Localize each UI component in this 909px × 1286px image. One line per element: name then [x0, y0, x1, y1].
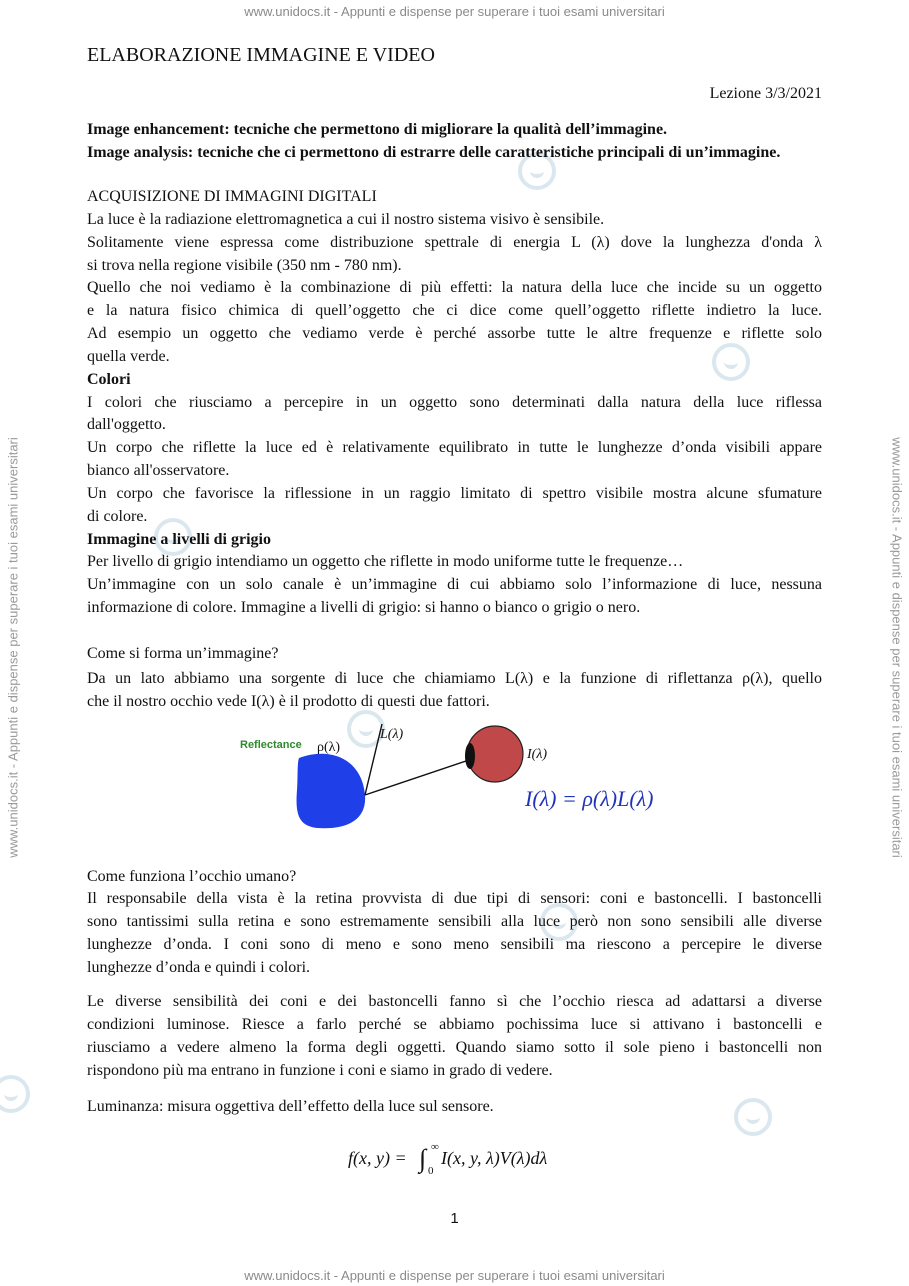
- page-title: ELABORAZIONE IMMAGINE E VIDEO: [87, 44, 435, 66]
- text-line: sono tantissimi sulla retina e sono estremamente sensibili alla luce però non sono sensibili alle diverse: [87, 913, 822, 930]
- text-line: Un corpo che favorisce la riflessione in un raggio limitato di spettro visibile mostra alcune sfumature: [87, 485, 822, 502]
- subheading-colori: Colori: [87, 371, 131, 388]
- unidocs-logo-icon: [712, 343, 750, 381]
- eye-ball: [467, 726, 523, 782]
- eye-pupil: [465, 743, 475, 769]
- text-line: Image enhancement: tecniche che permettono di migliorare la qualità dell’immagine.: [87, 121, 668, 138]
- formation-equation: I(λ) = ρ(λ)L(λ): [525, 786, 654, 811]
- integral-upper-bound: ∞: [431, 1141, 439, 1153]
- text-line: bianco all'osservatore.: [87, 462, 230, 479]
- light-label: L(λ): [380, 727, 404, 742]
- text-line: che il nostro occhio vede I(λ) è il prodotto di questi due fattori.: [87, 693, 490, 710]
- text-line: Il responsabile della vista è la retina provvista di due tipi di sensori: coni e bastoncelli. I bastoncelli: [87, 890, 822, 907]
- watermark-banner-bottom: www.unidocs.it - Appunti e dispense per superare i tuoi esami universitari: [244, 1268, 665, 1283]
- text-line: La luce è la radiazione elettromagnetica a cui il nostro sistema visivo è sensibile.: [87, 211, 605, 228]
- text-line: Le diverse sensibilità dei coni e dei bastoncelli fanno sì che l’occhio riesca ad adattarsi a diverse: [87, 993, 822, 1010]
- text-line: lunghezze d’onda. I coni sono di meno e sono meno sensibili ma riescono a percepire le diverse: [87, 936, 822, 953]
- intensity-label: I(λ): [527, 747, 548, 762]
- reflected-light-ray: [365, 760, 469, 795]
- unidocs-logo-icon: [0, 1075, 30, 1113]
- text-line: Come funziona l’occhio umano?: [87, 868, 297, 885]
- text-line: rispondono più ma entrano in funzione i coni e siamo in grado di vedere.: [87, 1062, 553, 1079]
- text-line: Per livello di grigio intendiamo un oggetto che riflette in modo uniforme tutte le frequenze…: [87, 553, 684, 570]
- text-line: Luminanza: misura oggettiva dell’effetto della luce sul sensore.: [87, 1098, 494, 1115]
- text-line: quella verde.: [87, 348, 170, 365]
- image-formation-figure: [237, 720, 677, 850]
- reflectance-label: Reflectance: [240, 739, 302, 751]
- subheading-grigio: Immagine a livelli di grigio: [87, 531, 271, 548]
- text-line: Ad esempio un oggetto che vediamo verde è perché assorbe tutte le altre frequenze e riflette solo: [87, 325, 822, 342]
- luminance-formula: [345, 1140, 585, 1178]
- lesson-date: Lezione 3/3/2021: [709, 85, 822, 102]
- text-line: lunghezze d’onda e quindi i colori.: [87, 959, 311, 976]
- text-line: si trova nella regione visibile (350 nm - 780 nm).: [87, 257, 402, 274]
- text-line: di colore.: [87, 508, 148, 525]
- text-line: Quello che noi vediamo è la combinazione di più effetti: la natura della luce che incide su un oggetto: [87, 279, 822, 296]
- text-line: Un corpo che riflette la luce ed è relativamente equilibrato in tutte le lunghezze d’onda visibili appare: [87, 439, 822, 456]
- text-line: Da un lato abbiamo una sorgente di luce che chiamiamo L(λ) e la funzione di riflettanza ρ(λ), quello: [87, 670, 822, 687]
- text-line: Solitamente viene espressa come distribuzione spettrale di energia L (λ) dove la lunghezza d'onda λ: [87, 234, 822, 251]
- text-line: dall'oggetto.: [87, 416, 166, 433]
- text-line: condizioni luminose. Riesce a farlo perché se abbiamo pochissima luce si attivano i bastoncelli e: [87, 1016, 822, 1033]
- reflecting-object: [297, 754, 366, 828]
- unidocs-logo-icon: [734, 1098, 772, 1136]
- integral-lower-bound: 0: [428, 1165, 434, 1177]
- section-heading: ACQUISIZIONE DI IMMAGINI DIGITALI: [87, 188, 377, 205]
- text-line: riusciamo a vedere almeno la forma degli oggetti. Quando siamo sotto il sole pieno i bastoncelli non: [87, 1039, 822, 1056]
- text-line: Image analysis: tecniche che ci permettono di estrarre delle caratteristiche principali di un’immagine.: [87, 144, 781, 161]
- text-line: Un’immagine con un solo canale è un’immagine di cui abbiamo solo l’informazione di luce, nessuna: [87, 576, 822, 593]
- page-number: 1: [450, 1210, 459, 1227]
- integral-icon: ∫: [419, 1144, 427, 1173]
- text-line: e la natura fisico chimica di quell’oggetto che ci dice come quell’oggetto riflette indietro la luce.: [87, 302, 822, 319]
- text-line: Come si forma un’immagine?: [87, 645, 279, 662]
- watermark-banner-left: www.unidocs.it - Appunti e dispense per superare i tuoi esami universitari: [5, 437, 21, 858]
- rho-label: ρ(λ): [317, 740, 341, 755]
- formula-integrand: I(x, y, λ)V(λ)dλ: [441, 1148, 548, 1168]
- watermark-banner-top: www.unidocs.it - Appunti e dispense per superare i tuoi esami universitari: [244, 4, 665, 19]
- formula-lhs: f(x, y) =: [348, 1148, 407, 1168]
- text-line: informazione di colore. Immagine a livelli di grigio: si hanno o bianco o grigio o nero.: [87, 599, 641, 616]
- text-line: I colori che riusciamo a percepire in un oggetto sono determinati dalla natura della luce riflessa: [87, 394, 822, 411]
- watermark-banner-right: www.unidocs.it - Appunti e dispense per superare i tuoi esami universitari: [889, 437, 905, 858]
